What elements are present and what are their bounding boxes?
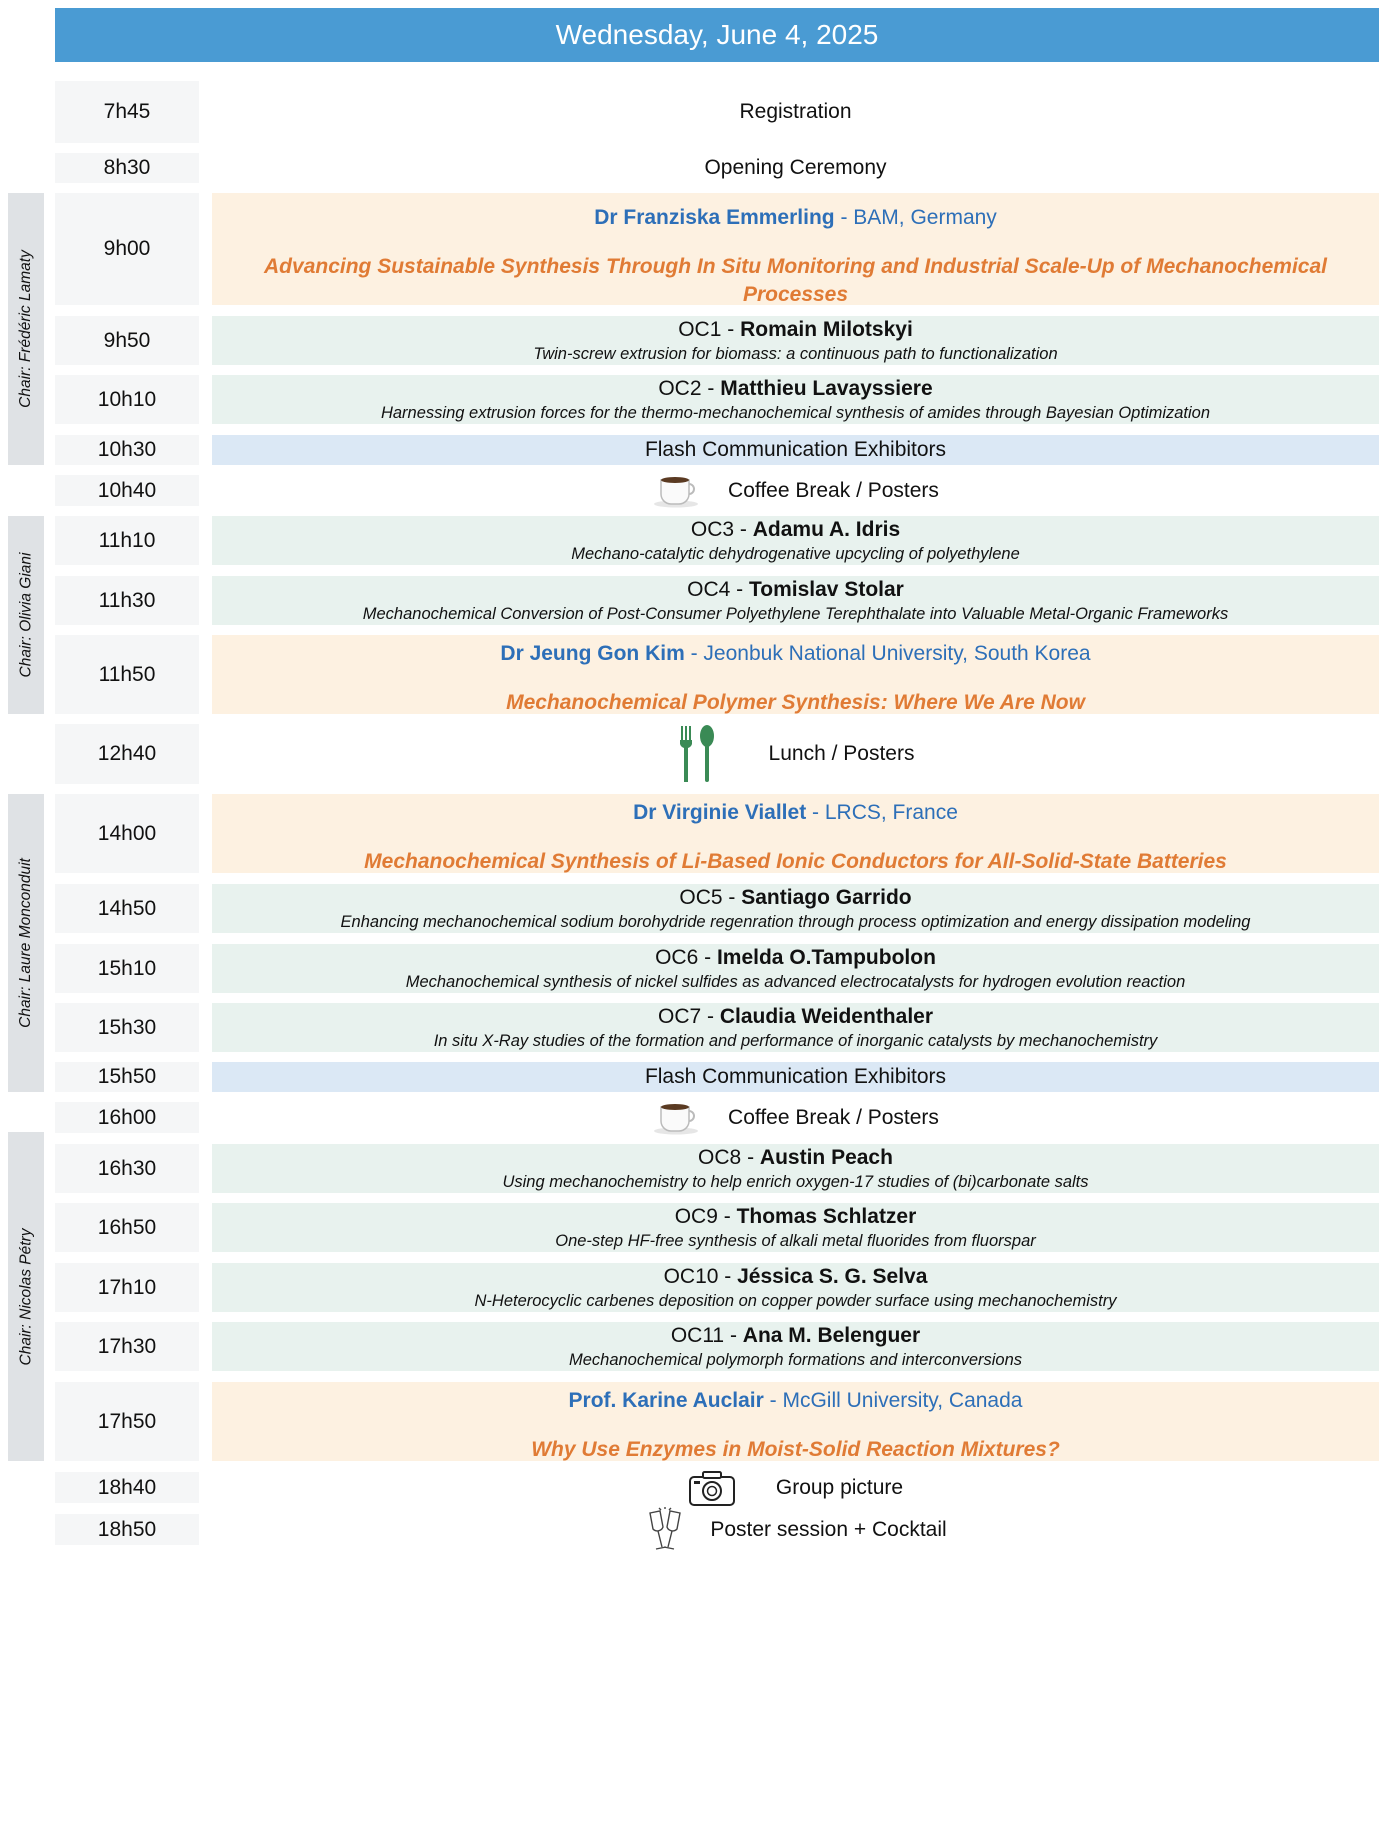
time-slot: 17h30 [55, 1322, 199, 1371]
schedule-row [0, 1472, 1390, 1503]
time-slot: 18h40 [55, 1472, 199, 1503]
keynote-speaker [594, 205, 997, 231]
day-title: Wednesday, June 4, 2025 [555, 19, 879, 50]
keynote-speaker [569, 1388, 1023, 1414]
talk-separator: - [734, 517, 753, 541]
talk-subtitle: Mechanochemical Conversion of Post-Consumer Polyethylene Terephthalate into Valuable Metal-Organic Frameworks [362, 604, 1229, 623]
coffee-cup-icon [652, 1101, 702, 1135]
talk-cell [212, 516, 1379, 565]
schedule-row [0, 316, 1390, 365]
day-header [55, 8, 1379, 62]
talk-code: OC7 [657, 1004, 702, 1028]
event-label: Group picture [775, 1475, 904, 1499]
talk-code: OC9 [674, 1204, 718, 1228]
event-cell [212, 1102, 1379, 1133]
talk-subtitle: One-step HF-free synthesis of alkali metal fluorides from fluorspar [555, 1231, 1036, 1250]
time-slot: 14h00 [55, 794, 199, 873]
champagne-glasses-icon [644, 1507, 686, 1553]
talk-separator: - [701, 1004, 720, 1028]
event-label: Coffee Break / Posters [728, 1105, 939, 1129]
speaker-name: Matthieu Lavayssiere [720, 376, 933, 400]
talk-code: OC4 [687, 577, 731, 601]
camera-icon [688, 1469, 736, 1507]
speaker-name: Santiago Garrido [741, 885, 912, 909]
time-slot: 15h10 [55, 944, 199, 993]
time-slot: 10h30 [55, 435, 199, 465]
chair-label: Chair: Nicolas Pétry [17, 1228, 34, 1365]
talk-cell [212, 1144, 1379, 1193]
keynote-title: Why Use Enzymes in Moist-Solid Reaction Mixtures? [531, 1438, 1060, 1461]
time-slot: 16h50 [55, 1203, 199, 1252]
talk-title [691, 517, 900, 543]
schedule-row [0, 475, 1390, 506]
talk-separator: - [718, 1264, 738, 1288]
event-cell [212, 1472, 1379, 1503]
event-cell [212, 724, 1379, 784]
keynote-title: Mechanochemical Polymer Synthesis: Where We Are Now [506, 691, 1085, 714]
time-slot: 16h30 [55, 1144, 199, 1193]
time-slot: 10h40 [55, 475, 199, 506]
time-slot: 15h50 [55, 1062, 199, 1092]
keynote-title: Mechanochemical Synthesis of Li-Based Ionic Conductors for All-Solid-State Batteries [364, 850, 1227, 873]
flash-cell [212, 435, 1379, 465]
keynote-speaker [633, 800, 958, 826]
schedule-row [0, 576, 1390, 625]
chair-label: Chair: Olivia Giani [17, 552, 34, 678]
schedule-row [0, 81, 1390, 143]
keynote-cell [212, 1382, 1379, 1461]
speaker-name: Dr Jeung Gon Kim [500, 642, 685, 665]
event-cell [212, 475, 1379, 506]
talk-code: OC1 [678, 317, 722, 341]
talk-title [658, 376, 932, 402]
talk-cell [212, 1203, 1379, 1252]
talk-separator: - [717, 1204, 737, 1228]
talk-subtitle: In situ X-Ray studies of the formation and performance of inorganic catalysts by mechanochemistry [433, 1031, 1158, 1050]
keynote-title: Advancing Sustainable Synthesis Through In Situ Monitoring and Industrial Scale-Up of Mechanochemical Processes [264, 255, 1327, 306]
time-label: 9h00 [103, 237, 151, 260]
chair-label: Chair: Frédéric Lamaty [17, 250, 35, 408]
fork-spoon-icon [677, 724, 717, 784]
talk-code: OC3 [690, 517, 735, 541]
talk-separator: - [724, 1323, 743, 1347]
speaker-name: Claudia Weidenthaler [719, 1004, 934, 1028]
event-cell [212, 1514, 1379, 1545]
schedule-row [0, 1003, 1390, 1052]
schedule-row [0, 1203, 1390, 1252]
speaker-name: Ana M. Belenguer [742, 1323, 921, 1347]
keynote-cell [212, 193, 1379, 305]
schedule-row [0, 153, 1390, 183]
time-slot: 12h40 [55, 724, 199, 784]
talk-code: OC11 [670, 1323, 725, 1347]
talk-subtitle: Mechano-catalytic dehydrogenative upcycling of polyethylene [571, 544, 1020, 563]
talk-separator: - [741, 1145, 760, 1169]
schedule-row [0, 1322, 1390, 1371]
speaker-affiliation: - Jeonbuk National University, South Korea [684, 642, 1091, 665]
speaker-affiliation: - BAM, Germany [834, 206, 997, 229]
speaker-name: Dr Virginie Viallet [633, 801, 807, 824]
talk-code: OC2 [658, 376, 702, 400]
schedule-row [0, 193, 1390, 305]
talk-cell [212, 1322, 1379, 1371]
talk-title [679, 885, 911, 911]
speaker-name: Imelda O.Tampubolon [716, 945, 936, 969]
speaker-name: Romain Milotskyi [740, 317, 913, 341]
speaker-affiliation: - LRCS, France [806, 801, 958, 824]
talk-separator: - [730, 577, 750, 601]
schedule-row [0, 884, 1390, 933]
schedule-row [0, 1144, 1390, 1193]
schedule-row [0, 516, 1390, 565]
talk-subtitle: Enhancing mechanochemical sodium borohydride regenration through process optimization and energy dissipation modeling [340, 912, 1251, 931]
time-slot: 9h50 [55, 316, 199, 365]
talk-code: OC8 [698, 1145, 742, 1169]
talk-cell [212, 375, 1379, 424]
talk-cell [212, 1263, 1379, 1312]
talk-cell [212, 884, 1379, 933]
time-slot: 11h30 [55, 576, 199, 625]
schedule-row [0, 1062, 1390, 1092]
schedule-row [0, 1514, 1390, 1545]
schedule-row [0, 794, 1390, 873]
event-label: Poster session + Cocktail [710, 1517, 947, 1541]
keynote-cell [212, 794, 1379, 873]
speaker-name: Tomislav Stolar [749, 577, 904, 601]
coffee-cup-icon [652, 474, 702, 508]
speaker-name: Dr Franziska Emmerling [594, 206, 835, 229]
talk-title [671, 1323, 920, 1349]
talk-title [678, 317, 913, 343]
schedule-row [0, 1263, 1390, 1312]
event-label: Lunch / Posters [768, 742, 915, 765]
schedule-row [0, 944, 1390, 993]
talk-title [675, 1204, 917, 1230]
talk-subtitle: Mechanochemical synthesis of nickel sulfides as advanced electrocatalysts for hydrogen evolution reaction [405, 972, 1186, 991]
talk-code: OC10 [663, 1264, 719, 1288]
speaker-affiliation: - McGill University, Canada [763, 1389, 1023, 1412]
talk-title [655, 945, 936, 971]
schedule-row [0, 375, 1390, 424]
talk-cell [212, 316, 1379, 365]
time-slot: 16h00 [55, 1102, 199, 1133]
talk-separator: - [701, 376, 721, 400]
talk-separator: - [722, 885, 742, 909]
talk-subtitle: Harnessing extrusion forces for the thermo-mechanochemical synthesis of amides through Bayesian Optimization [380, 403, 1211, 422]
talk-code: OC6 [655, 945, 699, 969]
talk-cell [212, 944, 1379, 993]
time-slot: 11h10 [55, 516, 199, 565]
talk-separator: - [698, 945, 717, 969]
time-slot: 18h50 [55, 1514, 199, 1545]
schedule-row [0, 635, 1390, 714]
event-label: Registration [739, 100, 852, 123]
event-label: Flash Communication Exhibitors [644, 1065, 947, 1088]
talk-code: OC5 [679, 885, 723, 909]
talk-title [698, 1145, 893, 1171]
schedule-row [0, 724, 1390, 784]
event-cell [212, 153, 1379, 183]
speaker-name: Thomas Schlatzer [736, 1204, 917, 1228]
time-slot: 11h50 [55, 635, 199, 714]
talk-title [687, 577, 904, 603]
chair-label: Chair: Laure Monconduit [17, 858, 34, 1028]
talk-title [664, 1264, 928, 1290]
time-slot: 15h30 [55, 1003, 199, 1052]
schedule-row [0, 435, 1390, 465]
talk-separator: - [721, 317, 741, 341]
talk-cell [212, 1003, 1379, 1052]
time-slot: 14h50 [55, 884, 199, 933]
talk-subtitle: Using mechanochemistry to help enrich oxygen-17 studies of (bi)carbonate salts [502, 1172, 1089, 1191]
time-slot: 17h50 [55, 1382, 199, 1461]
talk-subtitle: Mechanochemical polymorph formations and interconversions [568, 1350, 1023, 1369]
speaker-name: Prof. Karine Auclair [568, 1389, 764, 1412]
time-slot: 8h30 [55, 153, 199, 183]
keynote-speaker [500, 641, 1090, 667]
event-label: Opening Ceremony [704, 156, 887, 179]
event-label: Flash Communication Exhibitors [644, 438, 947, 461]
time-slot: 10h10 [55, 375, 199, 424]
event-cell [212, 81, 1379, 143]
schedule-row [0, 1382, 1390, 1461]
schedule-row [0, 1102, 1390, 1133]
speaker-name: Austin Peach [759, 1145, 893, 1169]
talk-subtitle: N-Heterocyclic carbenes deposition on copper powder surface using mechanochemistry [474, 1291, 1117, 1310]
speaker-name: Jéssica S. G. Selva [737, 1264, 928, 1288]
speaker-name: Adamu A. Idris [752, 517, 901, 541]
time-slot: 17h10 [55, 1263, 199, 1312]
time-slot [55, 193, 199, 305]
event-label: Coffee Break / Posters [728, 478, 939, 502]
flash-cell [212, 1062, 1379, 1092]
time-slot: 7h45 [55, 81, 199, 143]
keynote-cell [212, 635, 1379, 714]
talk-subtitle: Twin-screw extrusion for biomass: a continuous path to functionalization [533, 344, 1058, 363]
talk-title [658, 1004, 933, 1030]
talk-cell [212, 576, 1379, 625]
